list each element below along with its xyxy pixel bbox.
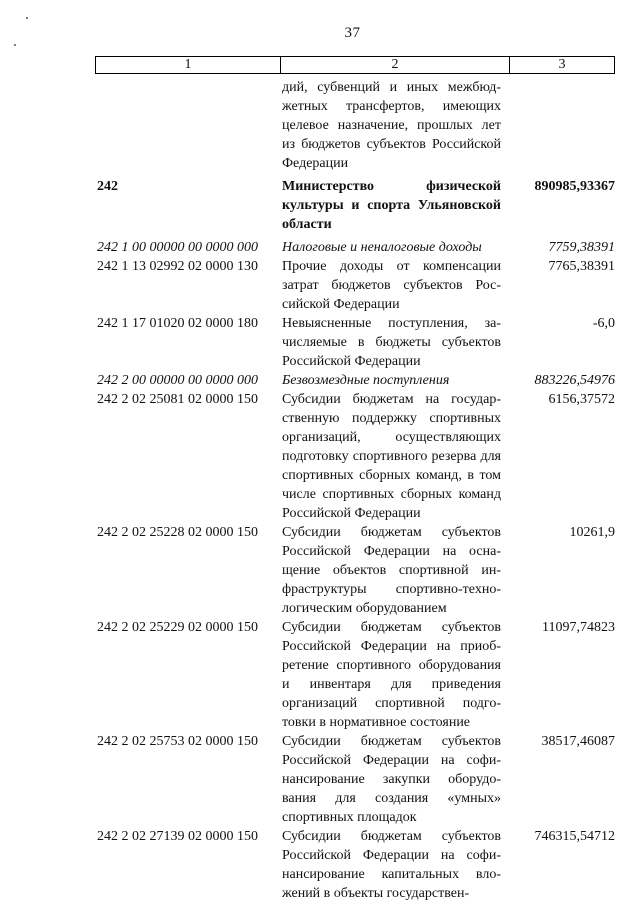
revenue-name: Субсидии бюджетам субъектов Российской Федерации на приобретение спортивного оборудования и инвентаря для приведения организаций спортивной подготовки в нормативное состояние: [282, 620, 501, 730]
budget-code: 242 1 00 00000 00 0000 000: [97, 240, 258, 255]
table-header: [95, 56, 615, 74]
scan-speck: [26, 17, 28, 19]
revenue-name: Невыясненные поступления, зачисляемые в бюджеты субъектов Российской Федерации: [282, 316, 501, 369]
table-row: [95, 314, 625, 371]
table-row: [95, 257, 625, 314]
amount: 7759,38391: [548, 240, 615, 255]
amount: 10261,9: [569, 525, 615, 540]
table-row: [95, 78, 625, 173]
table-row: [95, 238, 625, 257]
budget-code: 242 2 02 27139 02 0000 150: [97, 829, 258, 844]
budget-code: 242: [97, 179, 118, 194]
column-header-2: 2: [281, 57, 510, 73]
budget-code: 242 2 02 25753 02 0000 150: [97, 734, 258, 749]
revenue-name: Налоговые и неналоговые доходы: [282, 240, 482, 255]
column-header-1: 1: [96, 57, 281, 73]
revenue-name: Субсидии бюджетам субъектов Российской Федерации на софинансирование капитальных вложений в объекты государствен-: [282, 829, 501, 901]
revenue-name: дий, субвенций и иных межбюджетных трансфертов, имеющих целевое назначение, прошлых лет из бюджетов субъектов Российской Федерации: [282, 80, 501, 171]
budget-code: 242 1 13 02992 02 0000 130: [97, 259, 258, 274]
table-row: [95, 390, 625, 523]
amount: 746315,54712: [534, 829, 615, 844]
amount: 890985,93367: [534, 179, 615, 194]
budget-code: 242 2 02 25228 02 0000 150: [97, 525, 258, 540]
amount: 11097,74823: [542, 620, 615, 635]
budget-code: 242 2 02 25081 02 0000 150: [97, 392, 258, 407]
amount: -6,0: [592, 316, 615, 331]
budget-code: 242 2 02 25229 02 0000 150: [97, 620, 258, 635]
table-row: [95, 523, 625, 618]
amount: 7765,38391: [548, 259, 615, 274]
table-row: [95, 618, 625, 732]
scan-speck: [14, 44, 16, 46]
amount: 38517,46087: [541, 734, 615, 749]
revenue-name: Субсидии бюджетам на государственную поддержку спортивных организаций, осуществляющих подготовку спортивного резерва для спортивных сборных команд, в том числе спортивных сборных команд Российской Федерации: [282, 392, 501, 521]
revenue-name: Безвозмездные поступления: [282, 373, 450, 388]
amount: 883226,54976: [534, 373, 615, 388]
amount: [505, 78, 625, 173]
budget-code: [95, 78, 279, 173]
table-row: [95, 827, 625, 903]
revenue-name: Прочие доходы от компенсации затрат бюджетов субъектов Российской Федерации: [282, 259, 501, 312]
budget-code: 242 2 00 00000 00 0000 000: [97, 373, 258, 388]
revenue-name: Министерство физической культуры и спорта Ульяновской области: [282, 179, 501, 232]
table-row: [95, 177, 625, 234]
column-header-3: 3: [558, 57, 566, 72]
table-row: [95, 732, 625, 827]
revenue-table: [95, 78, 625, 903]
amount: 6156,37572: [548, 392, 615, 407]
budget-code: 242 1 17 01020 02 0000 180: [97, 316, 258, 331]
revenue-name: Субсидии бюджетам субъектов Российской Федерации на оснащение объектов спортивной инфраструктуры спортивно-технологическим оборудованием: [282, 525, 501, 616]
table-row: [95, 371, 625, 390]
revenue-name: Субсидии бюджетам субъектов Российской Федерации на софинансирование закупки оборудования для создания «умных» спортивных площадок: [282, 734, 501, 825]
page-number: 37: [344, 25, 361, 41]
